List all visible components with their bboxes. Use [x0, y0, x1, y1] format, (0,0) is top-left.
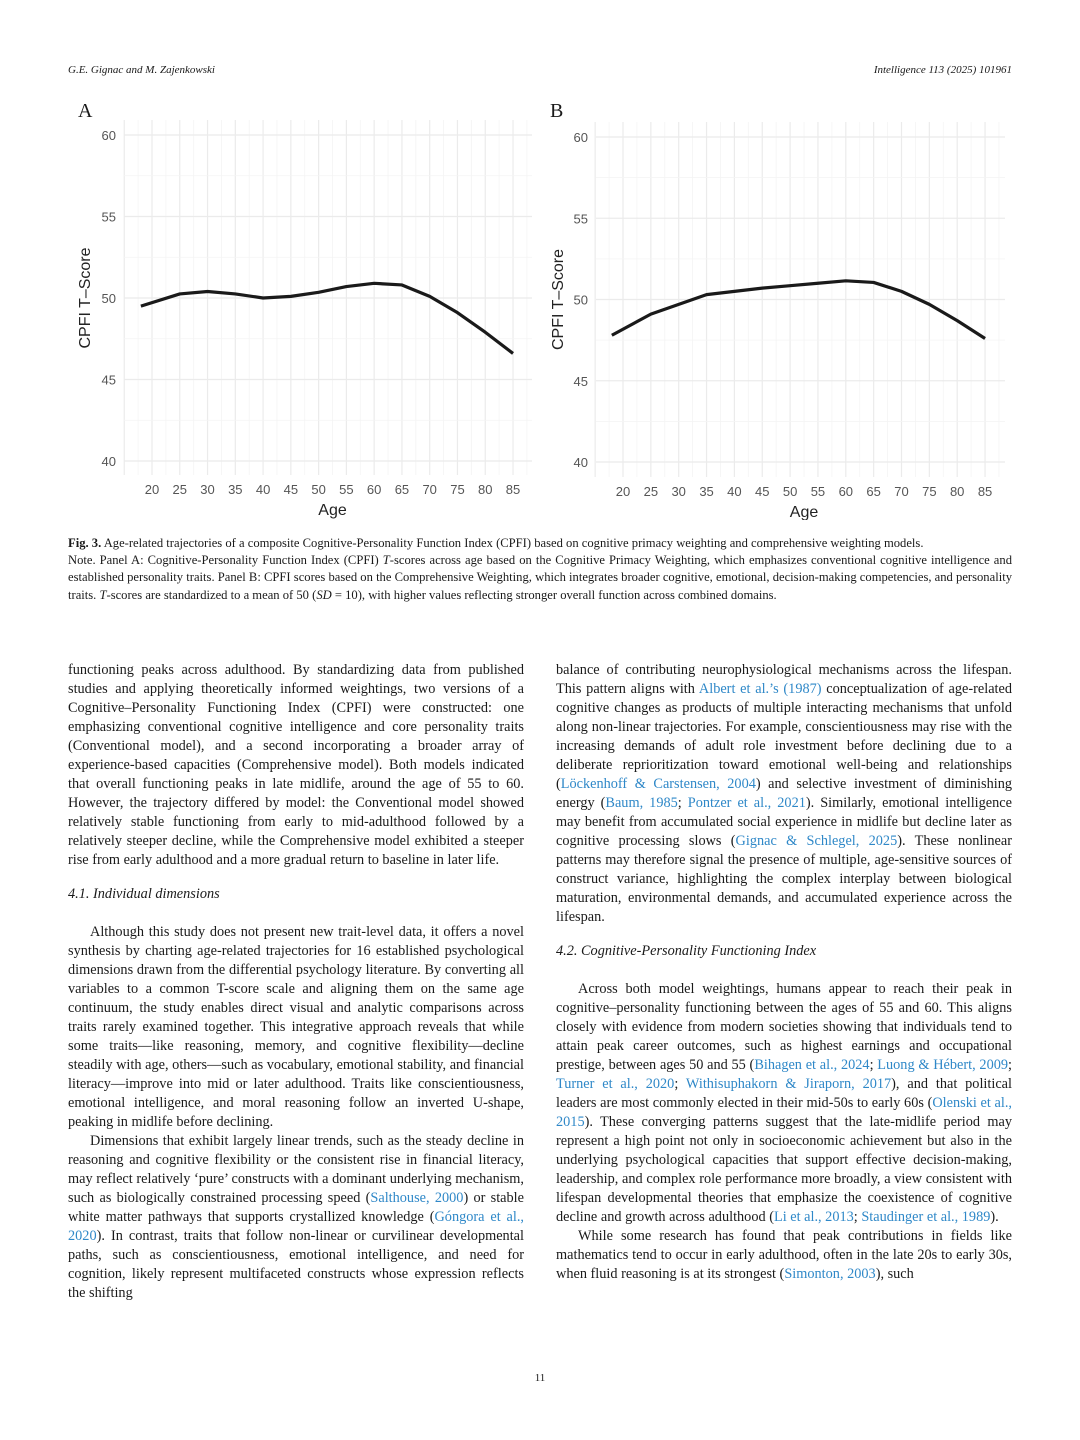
x-tick-label: 80	[949, 484, 965, 499]
x-tick-label: 35	[228, 482, 243, 497]
chart-a	[60, 100, 540, 520]
citation-link[interactable]: Pontzer et al., 2021	[687, 795, 806, 811]
citation-link[interactable]: Salthouse, 2000	[370, 1190, 464, 1206]
text-run: ). These nonlinear patterns may therefore signal the presence of multiple, age-sensitive sources of construct variance, highlighting the complex interplay between biological maturation, environmental demands, and accumulated experience across the lifespan.	[556, 833, 1012, 925]
y-tick-label: 55	[101, 209, 116, 225]
text-run: -scores across age based on the Cognitive Primacy Weighting, which emphasizes conventional cognitive intelligence and established personality traits. Panel B: CPFI scores based on the Comprehensive Weighting, which integrates broader cognitive, emotional, decision-making competencies, and personality traits.	[68, 553, 1012, 602]
citation-link[interactable]: Gignac & Schlegel, 2025	[735, 833, 898, 849]
x-tick-label: 25	[643, 484, 659, 499]
citation-link[interactable]: Staudinger et al., 1989	[861, 1209, 991, 1225]
x-tick-label: 60	[838, 484, 854, 499]
italic-symbol: SD	[316, 587, 332, 602]
text-run: Across both model weightings, humans appear to reach their peak in cognitive–personality functioning between the ages of 55 and 60. This aligns closely with evidence from modern societies showing that individuals tend to attain peak career outcomes, such as highest earnings and occupational prestige, between ages 50 and 55 (	[556, 981, 1012, 1073]
caption-label: Fig. 3.	[68, 536, 102, 550]
x-tick-label: 85	[505, 482, 521, 497]
citation-link[interactable]: Turner et al., 2020	[556, 1076, 675, 1092]
page-number: 11	[534, 1372, 546, 1384]
running-header-authors: G.E. Gignac and M. Zajenkowski	[68, 64, 215, 76]
panel-label-b: B	[550, 100, 564, 122]
x-tick-label: 20	[615, 484, 631, 499]
text-run: While some research has found that peak contributions in fields like mathematics tend to occur in early adulthood, often in the late 20s to early 30s, when fluid reasoning is at its strongest (	[556, 1228, 1012, 1282]
text-run: -scores are standardized to a mean of 50 (	[106, 587, 317, 602]
text-run: ;	[674, 1076, 686, 1092]
x-tick-label: 50	[782, 484, 798, 499]
text-run: ;	[677, 795, 688, 811]
x-axis-label: Age	[318, 502, 347, 519]
citation-link[interactable]: Bihagen et al., 2024	[754, 1057, 870, 1073]
text-run: Although this study does not present new trait-level data, it offers a novel synthesis by charting age-related trajectories for 16 established psychological dimensions drawn from the differential psychology literature. By converting all variables to a common T-score scale and aligning them on the same age continuum, the study enables direct visual and analytic comparisons across traits rarely examined together. This integrative approach reveals that while some traits—like reasoning, memory, and cognitive flexibility—decline steadily with age, others—such as vocabulary, emotional stability, and financial literacy—improve into mid or later adulthood. Traits like conscientiousness, emotional intelligence, and moral reasoning follow an inverted U-shape, peaking in midlife before declining.	[68, 924, 524, 1130]
text-run: ) and selective investment of diminishing energy (	[556, 776, 1013, 811]
y-tick-label: 50	[573, 292, 588, 308]
body-paragraph	[556, 1227, 1012, 1284]
text-run: ;	[853, 1209, 862, 1225]
x-axis-label: Age	[789, 504, 819, 520]
citation-link[interactable]: Baum, 1985	[605, 795, 678, 811]
italic-symbol: T	[99, 587, 107, 602]
body-paragraph	[68, 1132, 524, 1303]
x-tick-label: 35	[699, 484, 714, 499]
y-tick-label: 45	[101, 372, 116, 388]
section-heading: 4.2. Cognitive-Personality Functioning Index	[556, 943, 817, 959]
right-column	[556, 661, 1012, 1284]
body-paragraph	[556, 980, 1012, 1227]
chart-panel-b	[540, 100, 1020, 520]
text-run: Dimensions that exhibit largely linear trends, such as the steady decline in reasoning and cognitive flexibility or the consistent rise in financial literacy, may reflect relatively ‘pure’ constructs with a dominant underlying mechanism, such as biologically constrained processing speed (	[68, 1133, 524, 1206]
y-axis-label: CPFI T–Score	[550, 248, 567, 351]
caption-title: Age-related trajectories of a composite Cognitive-Personality Function Index (CPFI) based on cognitive primacy weighting and comprehensive weighting models.	[101, 536, 924, 550]
x-tick-label: 25	[172, 482, 188, 497]
x-tick-label: 80	[478, 482, 493, 497]
citation-link[interactable]: Löckenhoff & Carstensen, 2004	[560, 776, 756, 792]
x-tick-label: 75	[922, 484, 937, 499]
y-tick-label: 55	[573, 211, 588, 227]
text-run: balance of contributing neurophysiological mechanisms across the lifespan. This pattern aligns with	[556, 662, 1012, 697]
x-tick-label: 50	[311, 482, 326, 497]
text-run: functioning peaks across adulthood. By standardizing data from published studies and applying theoretically informed weightings, two versions of a Cognitive–Personality Functioning Index (CPFI) were constructed: one emphasizing conventional cognitive intelligence and core personality traits (Conventional model), and a second incorporating a broader array of experience-based capacities (Comprehensive model). Both models indicated that overall functioning peaks in late midlife, around the age of 55 to 60. However, the trajectory differed by model: the Conventional model showed relatively stable functioning from early to mid-adulthood followed by a relatively steeper decline, while the Comprehensive model exhibited a steeper rise from early adulthood and a more gradual return to baseline in later life.	[68, 662, 524, 868]
y-tick-label: 40	[573, 455, 588, 470]
chart-panel-a	[60, 100, 540, 520]
x-tick-label: 65	[866, 484, 881, 499]
x-tick-label: 30	[671, 484, 686, 499]
text-run: ), and that political leaders are most commonly elected in their mid-50s to early 60s (	[556, 1076, 1012, 1111]
x-tick-label: 75	[450, 482, 465, 497]
x-tick-label: 20	[144, 482, 160, 497]
text-run: = 10), with higher values reflecting stronger overall function across combined domains.	[331, 587, 777, 602]
x-tick-label: 30	[200, 482, 215, 497]
text-run: ). In contrast, traits that follow non-linear or curvilinear developmental paths, such as conscientiousness, emotional intelligence, and need for cognition, likely represent multifaceted constructs whose expression reflects the shifting	[68, 1228, 524, 1301]
left-column	[68, 661, 524, 1303]
y-tick-label: 60	[573, 130, 588, 145]
body-paragraph	[68, 923, 524, 1132]
y-tick-label: 50	[101, 291, 116, 306]
x-tick-label: 70	[422, 482, 437, 497]
x-tick-label: 45	[755, 484, 770, 499]
body-paragraph	[68, 661, 524, 870]
x-tick-label: 65	[394, 482, 410, 497]
citation-link[interactable]: Olenski et al., 2015	[556, 1095, 1012, 1130]
text-run: ). Similarly, emotional intelligence may benefit from accumulated social experience in midlife but decline later as cognitive processing slows (	[556, 795, 1012, 849]
text-run: ;	[869, 1057, 878, 1073]
x-tick-label: 45	[283, 482, 299, 497]
y-axis-label: CPFI T–Score	[77, 247, 94, 349]
x-tick-label: 55	[339, 482, 354, 497]
citation-link[interactable]: Withisuphakorn & Jiraporn, 2017	[685, 1076, 892, 1092]
x-tick-label: 40	[727, 484, 742, 499]
chart-b	[540, 100, 1020, 520]
text-run: Note. Panel A: Cognitive-Personality Function Index (CPFI)	[68, 553, 383, 568]
italic-symbol: T	[382, 553, 390, 568]
figure-caption	[68, 535, 1012, 604]
citation-link[interactable]: Góngora et al., 2020	[68, 1209, 524, 1244]
text-run: ), such	[875, 1266, 914, 1282]
section-heading: 4.1. Individual dimensions	[68, 886, 220, 902]
x-tick-label: 40	[255, 482, 271, 497]
text-run: ). These converging patterns suggest that the late-midlife period may represent a high point not only in socioeconomic achievement but also in the underlying psychological capacities that support effective decision-making, leadership, and complex role performance more broadly, a view consistent with lifespan developmental theories that emphasize the coexistence of cognitive decline and growth across adulthood (	[556, 1114, 1012, 1225]
y-tick-label: 45	[573, 373, 588, 389]
caption-note	[68, 552, 1012, 604]
body-paragraph	[556, 661, 1012, 927]
y-tick-label: 60	[101, 128, 116, 143]
citation-link[interactable]: Simonton, 2003	[784, 1266, 876, 1282]
text-run: conceptualization of age-related cognitive changes as products of multiple interacting mechanisms that unfold along non-linear trajectories. For example, conscientiousness may rise with the increasing demands of adult role investment before declining due to a deliberate reprioritization toward emotional well-being and relationships (	[556, 681, 1013, 792]
text-run: ).	[990, 1209, 999, 1225]
x-tick-label: 85	[977, 484, 993, 499]
citation-link[interactable]: Albert et al.’s (1987)	[698, 681, 822, 697]
text-run: ;	[1008, 1057, 1012, 1073]
running-header-journal: Intelligence 113 (2025) 101961	[873, 64, 1012, 76]
x-tick-label: 70	[894, 484, 909, 499]
x-tick-label: 60	[366, 482, 382, 497]
x-tick-label: 55	[810, 484, 826, 499]
text-run: ) or stable white matter pathways that supports crystallized knowledge (	[68, 1190, 524, 1225]
y-tick-label: 40	[101, 454, 116, 469]
panel-label-a: A	[78, 100, 93, 122]
citation-link[interactable]: Luong & Hébert, 2009	[877, 1057, 1009, 1073]
citation-link[interactable]: Li et al., 2013	[773, 1209, 854, 1225]
